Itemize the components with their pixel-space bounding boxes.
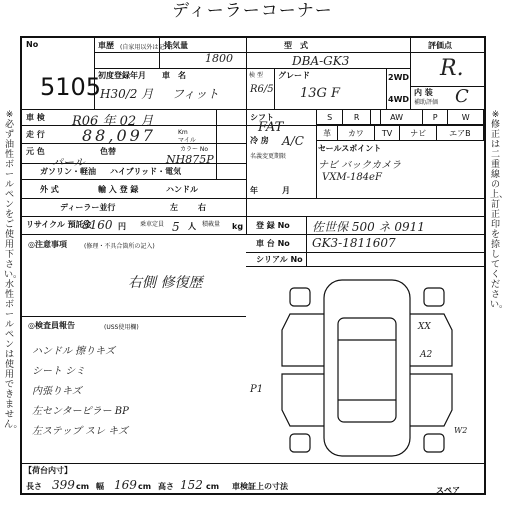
- equipment-table: [316, 109, 484, 125]
- inspect-2: シート シミ: [32, 366, 86, 377]
- chassis-no-label: 車 台 No: [256, 239, 290, 248]
- capacity-unit: 人: [188, 222, 196, 231]
- mileage-label: 走 行: [26, 130, 45, 139]
- color-label: 色替: [100, 147, 116, 156]
- height-unit: cm: [206, 482, 220, 491]
- equip-p: P: [422, 110, 447, 125]
- color-value: パール: [52, 156, 85, 169]
- km-label: Km: [178, 129, 188, 136]
- inspect-3: 内張りキズ: [32, 386, 82, 397]
- handle-label: ハンドル: [166, 185, 198, 194]
- width-unit: cm: [138, 482, 152, 491]
- month-label: 月: [282, 186, 290, 195]
- grade-label: グレード: [278, 71, 310, 80]
- recycle-yen: 円: [118, 222, 126, 231]
- color-no-value: NH875P: [166, 153, 214, 166]
- equip-kawa: カワ: [338, 126, 375, 141]
- aircon-label: 冷 房: [250, 136, 269, 145]
- diagram-mark-3: P1: [250, 384, 264, 395]
- original-color-label: 元 色: [26, 147, 45, 156]
- eval-score-value: R.: [440, 56, 464, 81]
- lot-no-label: No: [26, 40, 39, 49]
- recycle-value: 8160: [82, 218, 113, 232]
- dealer-label: ディーラー並行: [60, 203, 116, 212]
- model-type-label: 型 式: [284, 41, 308, 50]
- width-value: 169: [114, 478, 137, 492]
- diagram-mark-2: A2: [420, 350, 433, 360]
- drive-4wd: 4WD: [388, 95, 410, 104]
- equip-r: R: [343, 110, 371, 125]
- shaken-value: R6/5: [250, 84, 274, 95]
- serial-no-label: シリアル No: [256, 255, 303, 264]
- mile-label: マイル: [178, 137, 196, 144]
- shaken-label: 検 型: [249, 72, 263, 79]
- capacity-value: 5: [172, 220, 180, 234]
- side-note-left: ※必ず油性ボールペンをご使用下さい。水性ボールペンは使用できません。: [4, 110, 23, 430]
- length-unit: cm: [76, 482, 90, 491]
- equip-navi: ナビ: [400, 126, 437, 141]
- drive-2wd: 2WD: [388, 73, 410, 82]
- load-unit: kg: [232, 222, 244, 231]
- year-label: 年: [250, 186, 258, 195]
- recycle-label: リサイクル 預託金: [26, 220, 92, 229]
- height-label: 高さ: [158, 482, 174, 491]
- reg-no-label: 登 録 No: [256, 221, 290, 230]
- equip-s: S: [317, 110, 343, 125]
- sample-note: 車検証上の寸法: [232, 482, 288, 491]
- aircon-value: A/C: [282, 134, 304, 148]
- equip-leather: 革: [317, 126, 338, 141]
- chassis-no-value: GK3-1811607: [312, 236, 396, 250]
- inspect-1: ハンドル 擦りキズ: [32, 346, 115, 357]
- inspect-5: 左ステップ スレ キズ: [32, 426, 128, 437]
- handle-left: 左: [170, 203, 178, 212]
- import-reg-label: 輸 入 登 録: [98, 185, 139, 194]
- equip-w: W: [448, 110, 484, 125]
- fuel-label: ガソリン・軽油: [40, 167, 96, 176]
- inspect-4: 左センターピラー BP: [32, 406, 129, 417]
- displacement-label: 排気量: [164, 41, 188, 50]
- displacement-value: 1800: [205, 52, 233, 65]
- load-label: 積載量: [202, 221, 221, 228]
- car-name-value: フィット: [172, 87, 220, 101]
- grade-value: 13G F: [300, 86, 341, 101]
- car-history-note: (自家用以外は記入): [120, 44, 173, 51]
- note-1: 右側 修復歴: [128, 275, 203, 291]
- capacity-label: 乗車定員: [140, 221, 165, 228]
- import-type-label: 外 式: [40, 185, 59, 194]
- car-diagram: [262, 270, 472, 470]
- equip-tv: TV: [374, 126, 400, 141]
- name-change-label: 名義変更期限: [250, 153, 287, 160]
- sales-point-label: セールスポイント: [318, 144, 382, 153]
- dims-label: 【荷台内寸】: [24, 466, 72, 475]
- handle-right: 右: [198, 203, 206, 212]
- lot-number: 5105: [40, 73, 102, 101]
- diagram-mark-4: W2: [454, 426, 468, 435]
- eval-score-label: 評価点: [428, 41, 452, 50]
- width-label: 幅: [96, 482, 104, 491]
- length-value: 399: [52, 478, 75, 492]
- length-label: 長さ: [26, 482, 42, 491]
- color-no-label: カラー No: [180, 146, 209, 153]
- diagram-mark-1: XX: [418, 322, 431, 332]
- car-history-label: 車歴: [98, 41, 114, 50]
- fuel-alt-label: ハイブリッド・電気: [110, 167, 182, 176]
- shift-label: シフト: [250, 113, 274, 122]
- equip-aw: AW: [371, 110, 423, 125]
- inspection-label: 車 検: [26, 113, 45, 122]
- inspector-sub-label: (USS使用欄): [104, 324, 139, 331]
- first-reg-value: H30/2 月: [100, 87, 154, 101]
- first-reg-label: 初度登録年月: [98, 71, 146, 80]
- shift-value: FAT: [258, 120, 284, 135]
- interior-sub-label: 補助評価: [414, 99, 439, 106]
- notes-sub-label: (修理・不具合箇所の記入): [84, 243, 155, 250]
- equip-airbag: エアB: [436, 126, 483, 141]
- interior-grade-value: C: [455, 86, 469, 107]
- reg-no-value: 佐世保 500 ネ 0911: [312, 220, 425, 234]
- sales-point-1: ナビ バックカメラ: [318, 160, 402, 171]
- inspection-value: R06 年 02 月: [72, 114, 154, 129]
- height-value: 152: [180, 478, 203, 492]
- side-note-right: ※修正は二重線の上、訂正印を捺してください。: [490, 110, 508, 310]
- equipment-table-2: [316, 125, 484, 141]
- interior-label: 内 装: [414, 88, 433, 97]
- spare-label: スペア: [436, 486, 460, 495]
- sheet-title: ディーラーコーナー: [172, 1, 333, 21]
- car-name-label: 車 名: [162, 71, 186, 80]
- mileage-value: 88,097: [82, 126, 156, 145]
- model-type-value: DBA-GK3: [292, 54, 350, 68]
- notes-label: ◎注意事項: [28, 240, 67, 249]
- inspector-label: ◎検査員報告: [28, 321, 75, 330]
- sales-point-2: VXM-184eF: [322, 172, 382, 183]
